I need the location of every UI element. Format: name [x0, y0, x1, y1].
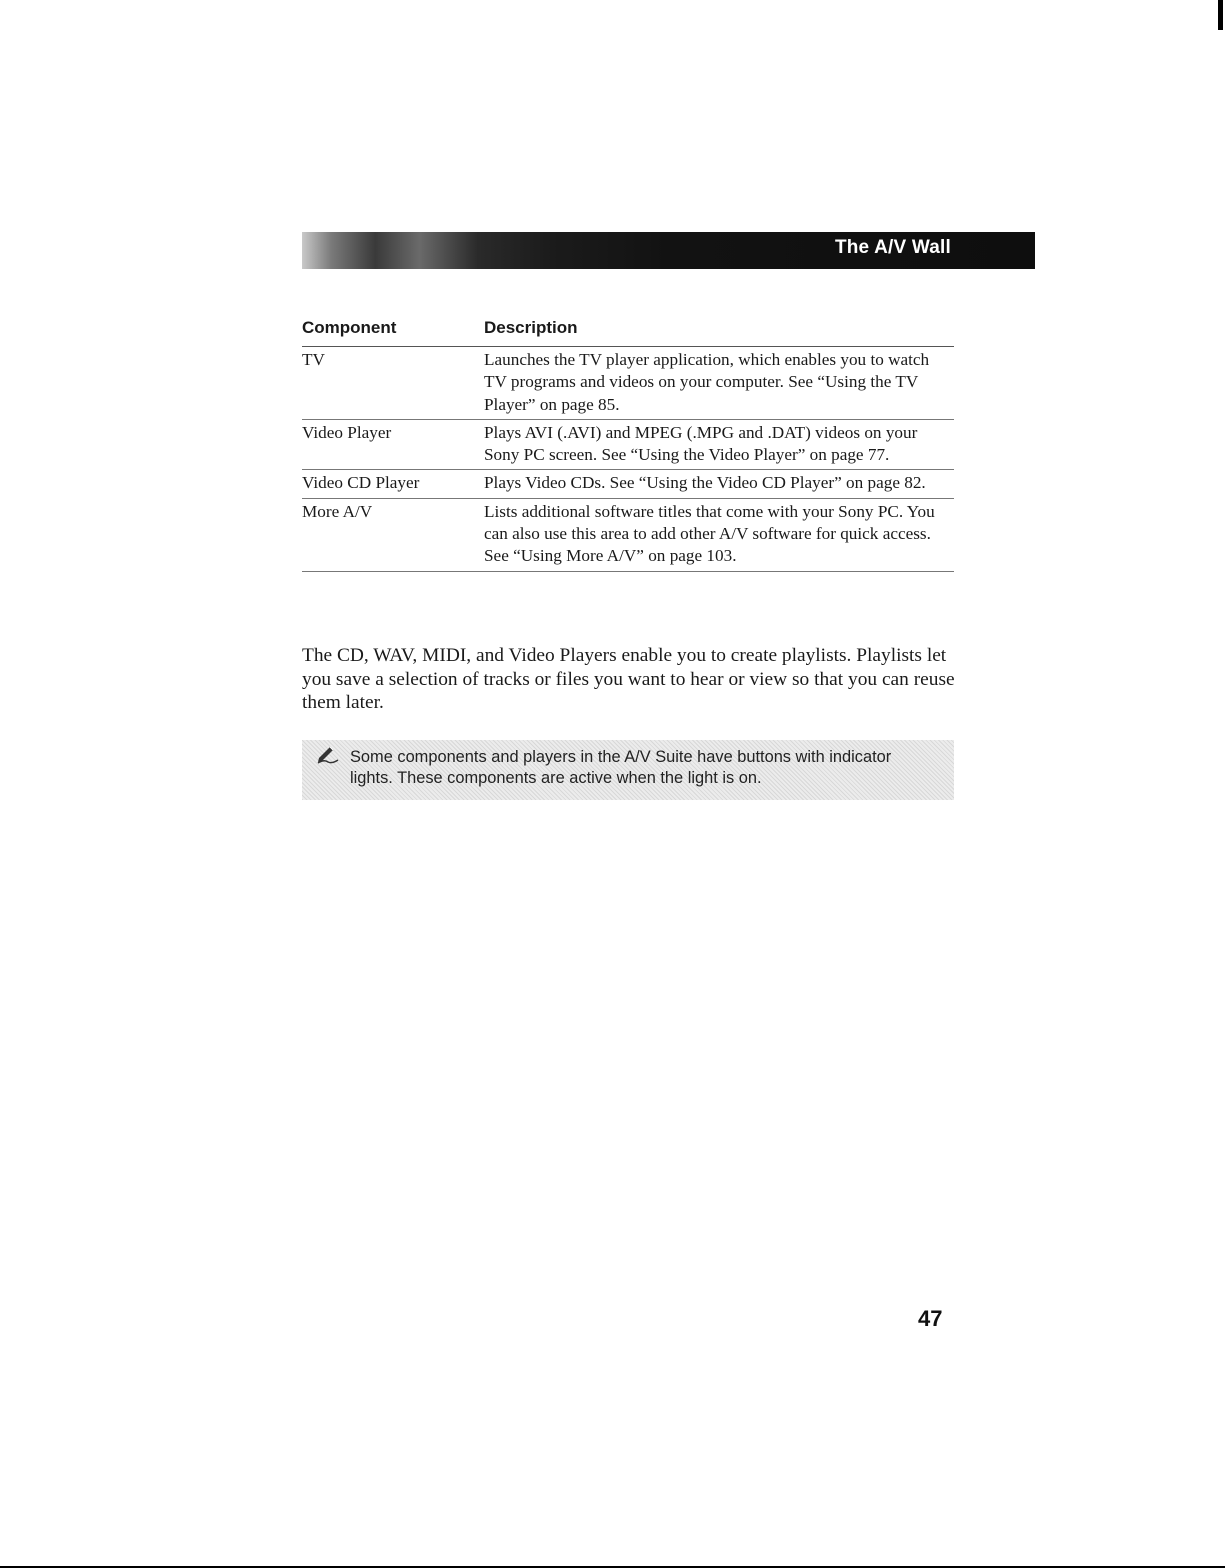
component-cell: TV: [302, 350, 325, 369]
page-number: 47: [918, 1306, 943, 1331]
component-table: [302, 318, 954, 572]
pencil-note-icon: [316, 746, 340, 764]
body-paragraph: The CD, WAV, MIDI, and Video Players enable you to create playlists. Playlists let you save a selection of tracks or files you want to hear or view so that you can reuse them later.: [302, 645, 955, 713]
note-box: [302, 740, 954, 800]
table-header-row: [302, 318, 954, 347]
description-cell: Plays Video CDs. See “Using the Video CD Player” on page 82.: [484, 473, 926, 493]
table-row: [302, 420, 954, 471]
description-cell: Lists additional software titles that come with your Sony PC. You can also use this area to add other A/V software for quick access. See “Using More A/V” on page 103.: [484, 501, 935, 566]
section-header-bar: [302, 232, 1035, 269]
crop-mark: [1218, 0, 1223, 30]
table-row: [302, 470, 954, 498]
component-cell: Video CD Player: [302, 473, 420, 493]
section-title: The A/V Wall: [834, 237, 951, 258]
column-header-description: Description: [484, 318, 578, 337]
note-text: Some components and players in the A/V Suite have buttons with indicator lights. These components are active when the light is on.: [350, 748, 892, 787]
table-row: [302, 347, 954, 420]
component-cell: Video Player: [302, 422, 392, 442]
column-header-component: Component: [302, 318, 397, 337]
description-cell: Plays AVI (.AVI) and MPEG (.MPG and .DAT) videos on your Sony PC screen. See “Using the Video Player” on page 77.: [484, 422, 918, 465]
component-cell: More A/V: [302, 501, 373, 521]
table-row: [302, 499, 954, 572]
description-cell: Launches the TV player application, which enables you to watch TV programs and videos on your computer. See “Using the TV Player” on page 85.: [484, 350, 930, 414]
